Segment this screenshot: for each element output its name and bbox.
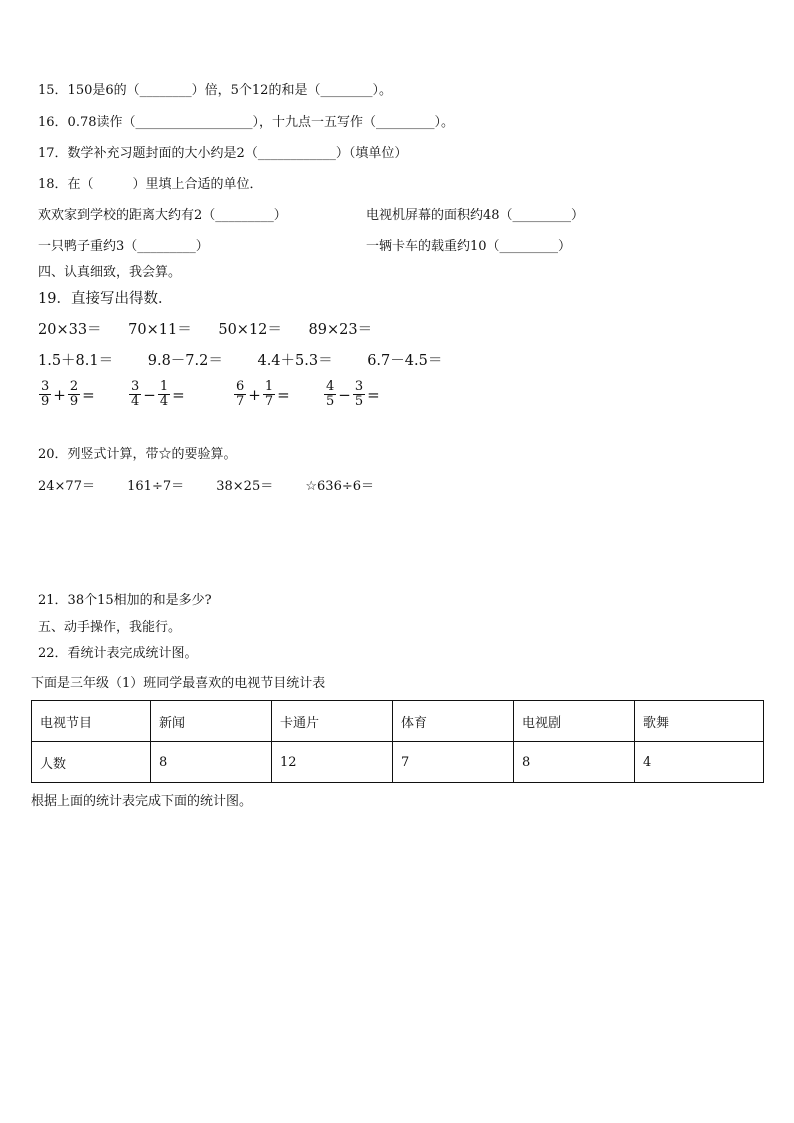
table-cell: 7 — [393, 742, 514, 783]
denominator: 7 — [236, 394, 245, 409]
fraction — [263, 380, 275, 409]
numerator: 3 — [131, 379, 140, 394]
operator: + — [53, 385, 66, 404]
table-row — [32, 742, 764, 783]
calc-item: 9.8－7.2＝ — [147, 353, 223, 369]
calc-row-2 — [38, 352, 442, 370]
fraction — [324, 380, 336, 409]
calc-item: 161÷7＝ — [127, 479, 185, 494]
tv-program-table — [31, 700, 764, 783]
table-cell: 8 — [514, 742, 635, 783]
calc-item: 1.5＋8.1＝ — [38, 353, 114, 369]
numerator: 3 — [354, 379, 364, 394]
denominator: 9 — [41, 394, 50, 409]
operator: − — [143, 385, 156, 404]
calc-row-1 — [38, 321, 372, 339]
fraction — [129, 380, 141, 409]
calc-item: 89×23＝ — [308, 322, 373, 338]
question-18a: 欢欢家到学校的距离大约有2（_________） — [38, 208, 287, 223]
table-cell: 8 — [151, 742, 272, 783]
calc-item: 4.4＋5.3＝ — [257, 353, 333, 369]
fraction-expression — [233, 380, 291, 409]
question-20: 20．列竖式计算，带☆的要验算。 — [38, 447, 237, 462]
table-header-row — [32, 701, 764, 742]
denominator: 5 — [354, 394, 364, 409]
table-cell: 12 — [272, 742, 393, 783]
table-cell: 卡通片 — [272, 701, 393, 742]
table-cell: 歌舞 — [635, 701, 764, 742]
numerator: 1 — [264, 379, 274, 394]
equals-sign: = — [367, 385, 380, 404]
fraction-expression — [323, 380, 381, 409]
question-18c: 一只鸭子重约3（_________） — [38, 239, 209, 254]
table-cell: 新闻 — [151, 701, 272, 742]
table-cell: 人数 — [32, 742, 151, 783]
question-19: 19．直接写出得数． — [38, 291, 173, 307]
numerator: 2 — [69, 379, 79, 394]
footer-instruction: 根据上面的统计表完成下面的统计图。 — [31, 794, 253, 809]
table-cell: 电视剧 — [514, 701, 635, 742]
denominator: 7 — [264, 394, 274, 409]
question-18b: 电视机屏幕的面积约48（_________） — [366, 208, 585, 223]
denominator: 4 — [131, 394, 140, 409]
question-16: 16．0.78读作（__________________），十九点一五写作（_________）。 — [38, 115, 454, 130]
fraction — [158, 380, 170, 409]
fraction-expression — [128, 380, 186, 409]
calc-item: 38×25＝ — [216, 479, 274, 494]
section-5-heading: 五、动手操作，我能行。 — [38, 620, 182, 635]
calc-item: 6.7－4.5＝ — [367, 353, 443, 369]
fraction — [353, 380, 365, 409]
fraction — [234, 380, 246, 409]
fraction — [39, 380, 51, 409]
equals-sign: = — [82, 385, 95, 404]
operator: + — [248, 385, 261, 404]
table-title: 下面是三年级（1）班同学最喜欢的电视节目统计表 — [31, 676, 326, 691]
calc-row-3 — [38, 478, 374, 496]
denominator: 9 — [69, 394, 79, 409]
question-22: 22．看统计表完成统计图。 — [38, 646, 198, 661]
fraction — [68, 380, 80, 409]
numerator: 4 — [326, 379, 335, 394]
question-18: 18．在（ ）里填上合适的单位． — [38, 177, 263, 192]
question-18d: 一辆卡车的载重约10（_________） — [366, 239, 572, 254]
denominator: 4 — [159, 394, 169, 409]
question-17: 17．数学补充习题封面的大小约是2（____________）（填单位） — [38, 146, 408, 161]
equals-sign: = — [172, 385, 185, 404]
table-cell: 体育 — [393, 701, 514, 742]
fraction-expression — [38, 380, 96, 409]
calc-item: 20×33＝ — [38, 322, 102, 338]
equals-sign: = — [277, 385, 290, 404]
calc-item: 24×77＝ — [38, 479, 95, 494]
numerator: 6 — [236, 379, 245, 394]
section-4-heading: 四、认真细致，我会算。 — [38, 265, 182, 280]
calc-item: ☆636÷6＝ — [305, 479, 375, 494]
numerator: 1 — [159, 379, 169, 394]
question-21: 21．38个15相加的和是多少? — [38, 593, 212, 608]
numerator: 3 — [41, 379, 50, 394]
table-cell: 电视节目 — [32, 701, 151, 742]
calc-item: 70×11＝ — [128, 322, 192, 338]
operator: − — [338, 385, 351, 404]
denominator: 5 — [326, 394, 335, 409]
calc-item: 50×12＝ — [218, 322, 282, 338]
question-15: 15．150是6的（________）倍，5个12的和是（________）。 — [38, 83, 392, 98]
table-cell: 4 — [635, 742, 764, 783]
